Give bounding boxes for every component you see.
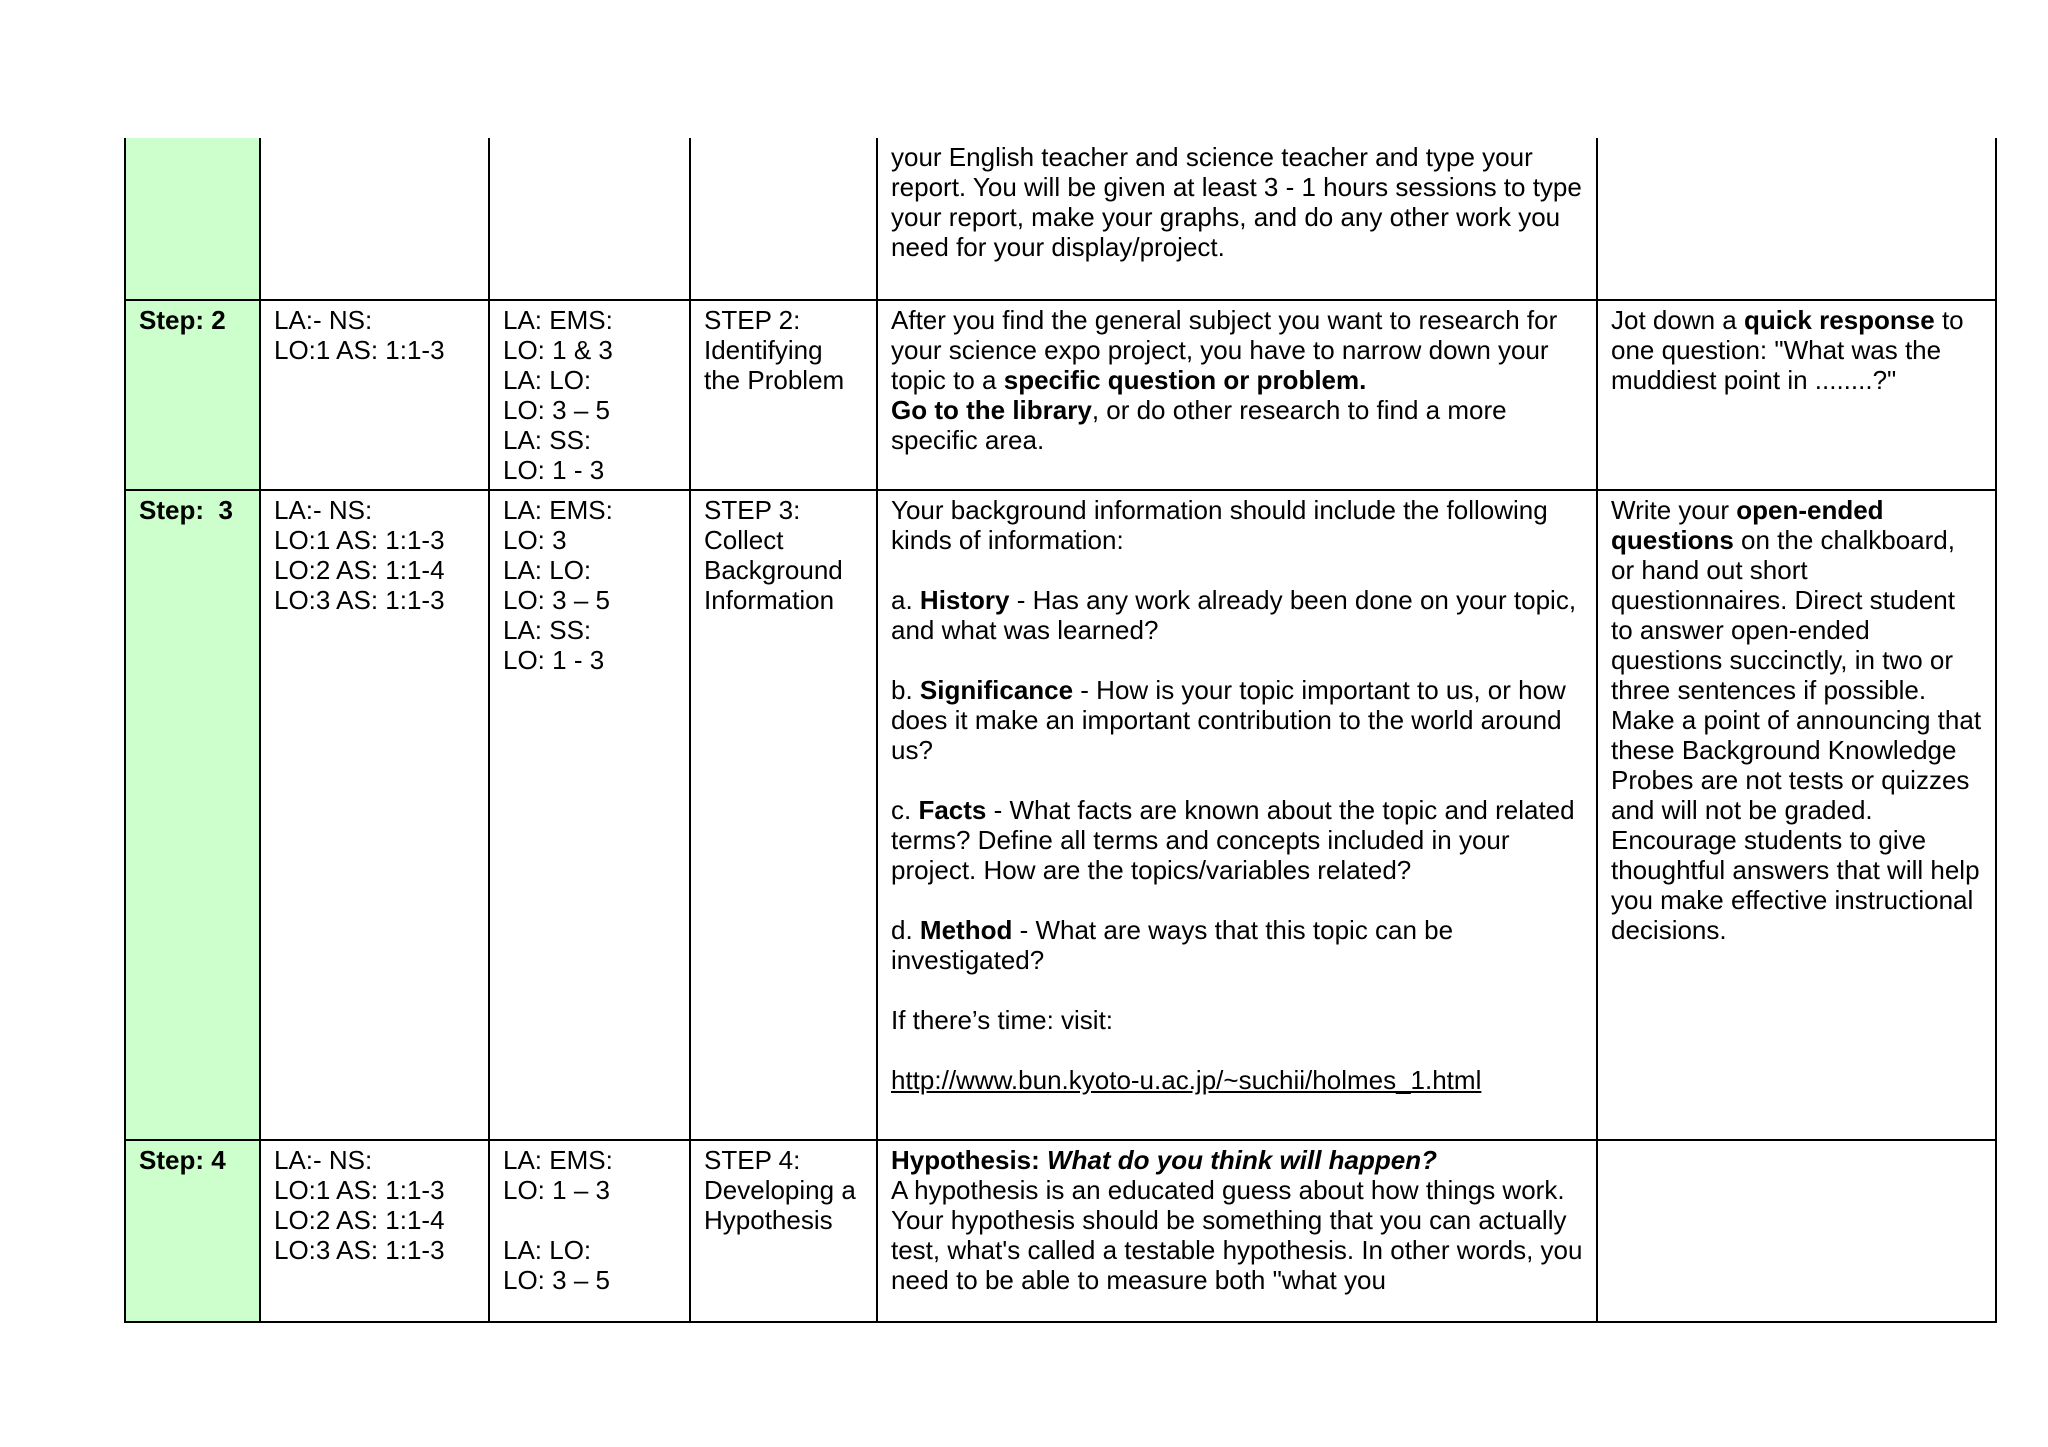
text-run: Jot down a [1611,305,1744,335]
learning-area-line: LO:2 AS: 1:1-4 [274,555,445,585]
step-title-line: the Problem [704,365,845,395]
integration-line: LA: SS: [503,425,592,455]
learning-area-line: LA:- NS: [274,495,373,525]
text-run: b. [891,675,920,705]
table-row [125,1140,1996,1322]
bold-text: History [919,585,1010,615]
bold-text: Significance [919,675,1074,705]
activity-paragraph [891,495,1584,555]
text-run: After you find the general subject you want to research for your science expo project, you have to narrow down your topic to a [891,305,1558,395]
step-title-line: STEP 2: [704,305,801,335]
integration-line: LA: EMS: [503,1145,613,1175]
learning-area-line: LO:3 AS: 1:1-3 [274,585,445,615]
learning-area-line: LO:1 AS: 1:1-3 [274,335,445,365]
paragraph-gap [891,765,1584,795]
activity-paragraph [891,915,1584,975]
step-title-line: STEP 4: [704,1145,801,1175]
step-cell [125,138,260,300]
activity-paragraph [891,395,1584,455]
step-title-cell [690,490,877,1140]
step-title-line: Collect [704,525,784,555]
text-run: , or do other research to find a more specific area. [891,395,1507,455]
text-run: your English teacher and science teacher and type your report. You will be given at least 3 - 1 hours sessions to type your report, make your graphs, and do any other work you need for your display/project. [891,142,1582,262]
bold-text: Hypothesis: [891,1145,1048,1175]
text-run: A hypothesis is an educated guess about how things work. [891,1175,1565,1205]
bold-text: open-ended questions [1611,495,1884,555]
paragraph-gap [891,885,1584,915]
learning-area-cell [260,300,489,490]
paragraph-gap [891,555,1584,585]
integration-cell [489,1140,690,1322]
text-run: - What facts are known about the topic and related terms? Define all terms and concepts included in your project. How are the topics/variables related? [891,795,1575,885]
table-row [125,138,1996,300]
learning-area-cell [260,490,489,1140]
integration-line: LO: 3 [503,525,567,555]
learning-area-line: LA:- NS: [274,1145,373,1175]
activity-paragraph [891,1145,1584,1175]
text-run: a. [891,585,920,615]
assessment-cell [1597,490,1996,1140]
integration-line: LA: EMS: [503,305,613,335]
text-run: Your hypothesis should be something that you can actually test, what's called a testable hypothesis. In other words, you need to be able to measure both "what you [891,1205,1583,1295]
integration-line: LO: 1 - 3 [503,645,605,675]
step-title-line: STEP 3: [704,495,801,525]
activity-paragraph [891,675,1584,765]
integration-line: LA: SS: [503,615,592,645]
step-label: Step: 3 [139,495,233,525]
text-run: - What are ways that this topic can be investigated? [891,915,1454,975]
integration-line [503,1205,677,1235]
integration-line: LO: 1 – 3 [503,1175,610,1205]
text-run: d. [891,915,920,945]
integration-line: LA: LO: [503,1235,592,1265]
step-title-line: Background [704,555,843,585]
step-title-line: Developing a [704,1175,856,1205]
step-title-line: Information [704,585,835,615]
step-cell [125,490,260,1140]
integration-line: LO: 1 & 3 [503,335,613,365]
activity-cell [877,1140,1597,1322]
learning-area-line: LA:- NS: [274,305,373,335]
activity-paragraph [891,305,1584,395]
table-row [125,490,1996,1140]
bold-italic-text: What do you think will happen? [1047,1145,1438,1175]
step-title-line: Identifying [704,335,823,365]
learning-area-cell [260,1140,489,1322]
learning-area-line: LO:3 AS: 1:1-3 [274,1235,445,1265]
learning-area-line: LO:1 AS: 1:1-3 [274,525,445,555]
integration-cell [489,300,690,490]
text-run: - Has any work already been done on your topic, and what was learned? [891,585,1577,645]
paragraph-gap [891,975,1584,1005]
integration-cell [489,490,690,1140]
step-label: Step: 4 [139,1145,226,1175]
activity-paragraph [891,795,1584,885]
integration-line: LA: LO: [503,365,592,395]
assessment-paragraph [1611,305,1983,395]
learning-area-line: LO:1 AS: 1:1-3 [274,1175,445,1205]
step-title-line: Hypothesis [704,1205,833,1235]
step-cell [125,1140,260,1322]
integration-line: LO: 3 – 5 [503,395,610,425]
bold-text: Facts [918,795,987,825]
learning-area-line: LO:2 AS: 1:1-4 [274,1205,445,1235]
text-run: on the chalkboard, or hand out short questionnaires. Direct student to answer open-ended questions succinctly, in two or three sentences if possible. Make a point of announcing that these Background Knowledge Probes are not tests or quizzes and will not be graded. Encourage students to give thoughtful answers that will help you make effective instructional decisions. [1611,525,1982,945]
activity-cell [877,300,1597,490]
text-run: If there’s time: visit: [891,1005,1114,1035]
integration-line: LA: EMS: [503,495,613,525]
learning-area-cell [260,138,489,300]
lesson-plan-table [124,138,1997,1323]
integration-line: LO: 3 – 5 [503,585,610,615]
integration-line: LO: 1 - 3 [503,455,605,485]
text-run: to one question: "What was the muddiest point in ........?" [1611,305,1964,395]
lesson-plan-body [125,138,1996,1322]
step-title-cell [690,300,877,490]
integration-cell [489,138,690,300]
assessment-paragraph [1611,495,1983,945]
reference-link[interactable]: http://www.bun.kyoto-u.ac.jp/~suchii/holmes_1.html [891,1065,1482,1095]
text-run: Your background information should include the following kinds of information: [891,495,1548,555]
step-title-cell [690,138,877,300]
assessment-cell [1597,138,1996,300]
activity-paragraph [891,1005,1584,1035]
step-label: Step: 2 [139,305,226,335]
activity-paragraph [891,1205,1584,1295]
paragraph-gap [891,1035,1584,1065]
activity-paragraph [891,1065,1584,1095]
bold-text: specific question or problem. [1003,365,1367,395]
integration-line: LA: LO: [503,555,592,585]
table-row [125,300,1996,490]
text-run: c. [891,795,919,825]
assessment-cell [1597,300,1996,490]
activity-cell [877,490,1597,1140]
assessment-cell [1597,1140,1996,1322]
paragraph-gap [891,645,1584,675]
activity-paragraph [891,1175,1584,1205]
activity-paragraph [891,142,1584,262]
text-run: Write your [1611,495,1737,525]
integration-line: LO: 3 – 5 [503,1265,610,1295]
activity-paragraph [891,585,1584,645]
step-cell [125,300,260,490]
bold-text: quick response [1743,305,1935,335]
step-title-cell [690,1140,877,1322]
activity-cell [877,138,1597,300]
bold-text: Method [919,915,1013,945]
bold-text: Go to the library [891,395,1092,425]
text-run: - How is your topic important to us, or how does it make an important contribution to the world around us? [891,675,1566,765]
